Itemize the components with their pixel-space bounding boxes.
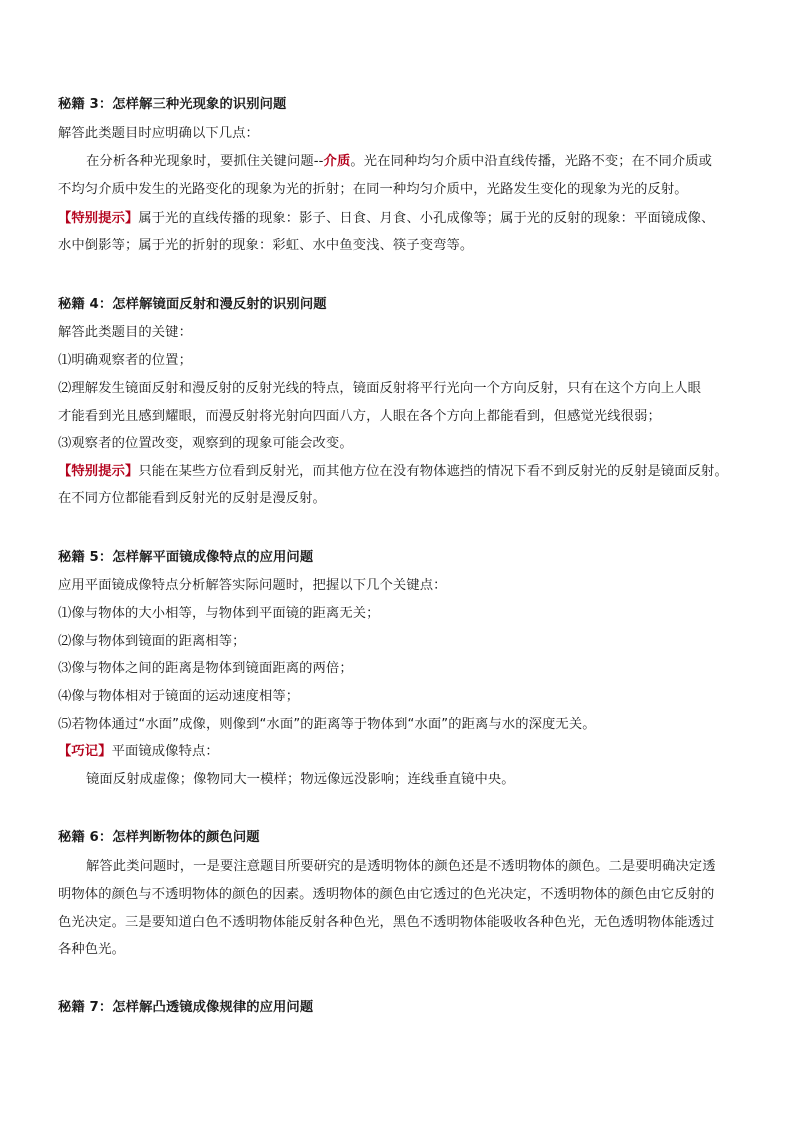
tip-text: 只能在某些方位看到反射光，而其他方位在没有物体遮挡的情况下看不到反射光的反射是镜面反射。 [138, 464, 728, 479]
section-5-intro: 应用平面镜成像特点分析解答实际问题时，把握以下几个关键点： [58, 578, 447, 593]
section-5-item-2: ⑵像与物体到镜面的距离相等； [58, 634, 246, 649]
memo-text: 平面镜成像特点： [111, 744, 219, 759]
section-6-paragraph-line-1: 解答此类问题时，一是要注意题目所要研究的是透明物体的颜色还是不透明物体的颜色。二是要明确决定透 [86, 859, 716, 874]
keyword-medium: 介质 [323, 154, 351, 169]
memo-label: 【巧记】 [58, 744, 112, 759]
section-5-memo [58, 743, 219, 761]
section-5-memo-line: 镜面反射成虚像；像物同大一模样；物远像远没影响；连线垂直镜中央。 [86, 772, 515, 787]
section-6-paragraph-line-3: 色光决定。三是要知道白色不透明物体能反射各种色光，黑色不透明物体能吸收各种色光，无色透明物体能透过 [58, 915, 715, 930]
section-5-item-4: ⑷像与物体相对于镜面的运动速度相等； [58, 689, 300, 704]
section-3-tip-line-1 [58, 210, 714, 228]
section-5-item-1: ⑴像与物体的大小相等，与物体到平面镜的距离无关； [58, 606, 380, 621]
section-7-title: 秘籍 7：怎样解凸透镜成像规律的应用问题 [58, 1000, 314, 1015]
section-4-item-2-line-1: ⑵理解发生镜面反射和漫反射的反射光线的特点，镜面反射将平行光向一个方向反射，只有在这个方向上人眼 [58, 381, 702, 396]
paragraph-text: 。光在同种均匀介质中沿直线传播，光路不变；在不同介质或 [350, 154, 713, 169]
section-5-title: 秘籍 5：怎样解平面镜成像特点的应用问题 [58, 550, 314, 565]
section-4-item-1: ⑴明确观察者的位置； [58, 353, 192, 368]
tip-text: 属于光的直线传播的现象：影子、日食、月食、小孔成像等；属于光的反射的现象：平面镜成像、 [138, 211, 715, 226]
section-6-title: 秘籍 6：怎样判断物体的颜色问题 [58, 830, 260, 845]
section-4-tip-line-2: 在不同方位都能看到反射光的反射是漫反射。 [58, 491, 326, 506]
special-tip-label: 【特别提示】 [58, 464, 139, 479]
section-3-tip-line-2: 水中倒影等；属于光的折射的现象：彩虹、水中鱼变浅、筷子变弯等。 [58, 238, 474, 253]
section-3-title: 秘籍 3：怎样解三种光现象的识别问题 [58, 97, 287, 112]
section-3-intro: 解答此类题目时应明确以下几点： [58, 126, 259, 141]
section-5-item-5: ⑸若物体通过“水面”成像，则像到“水面”的距离等于物体到“水面”的距离与水的深度无关。 [58, 717, 596, 732]
section-4-item-2-line-2: 才能看到光且感到耀眼，而漫反射将光射向四面八方，人眼在各个方向上都能看到，但感觉光线很弱； [58, 409, 661, 424]
section-6-paragraph-line-2: 明物体的颜色与不透明物体的颜色的因素。透明物体的颜色由它透过的色光决定，不透明物体的颜色由它反射的 [58, 887, 715, 902]
section-4-intro: 解答此类题目的关键： [58, 325, 192, 340]
section-3-paragraph-line-2: 不均匀介质中发生的光路变化的现象为光的折射；在同一种均匀介质中，光路发生变化的现象为光的反射。 [58, 182, 688, 197]
section-4-item-3: ⑶观察者的位置改变，观察到的现象可能会改变。 [58, 436, 353, 451]
section-4-title: 秘籍 4：怎样解镜面反射和漫反射的识别问题 [58, 297, 327, 312]
section-4-tip-line-1 [58, 463, 728, 481]
section-3-paragraph-line-1 [86, 153, 712, 171]
section-5-item-3: ⑶像与物体之间的距离是物体到镜面距离的两倍； [58, 661, 353, 676]
special-tip-label: 【特别提示】 [58, 211, 139, 226]
paragraph-text: 在分析各种光现象时，要抓住关键问题-- [86, 154, 324, 169]
section-6-paragraph-line-4: 各种色光。 [58, 942, 125, 957]
